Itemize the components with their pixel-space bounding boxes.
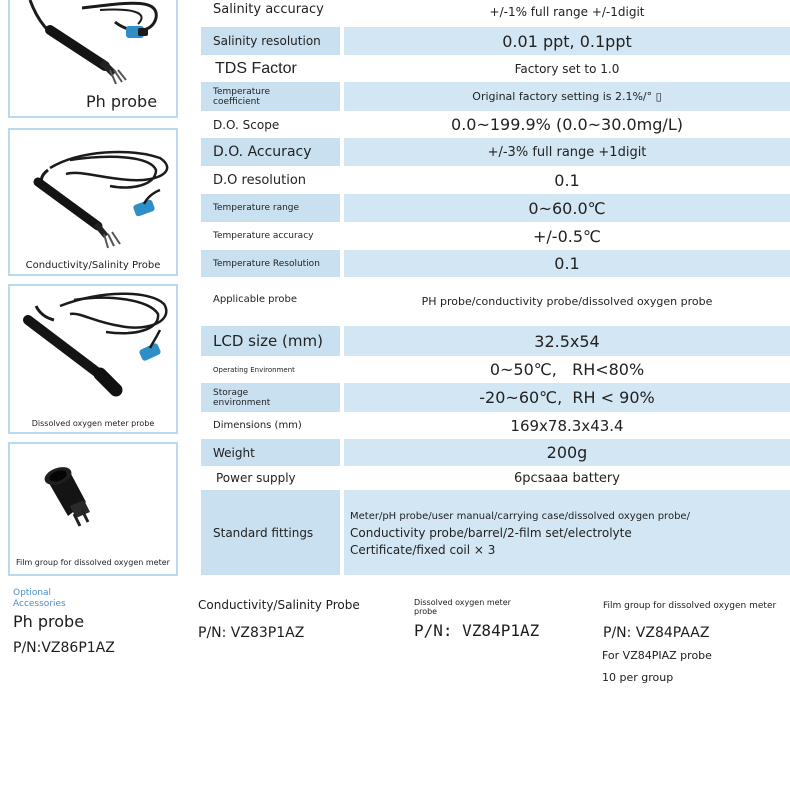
spec-row-applicable-probe <box>201 278 790 325</box>
ph-probe-accessory-name: Ph probe <box>13 612 85 631</box>
spec-value: -20~60℃, RH < 90% <box>344 383 790 412</box>
spec-label: Storage environment <box>201 383 340 412</box>
spec-label: Temperature Resolution <box>201 250 340 277</box>
film-group-note-count: 10 per group <box>602 671 674 684</box>
spec-label: D.O. Accuracy <box>201 138 340 166</box>
spec-row-power-supply <box>201 467 790 489</box>
spec-row-temperature-accuracy <box>201 223 790 249</box>
film-group-caption: Film group for dissolved oxygen meter <box>16 558 170 567</box>
spec-label: Salinity accuracy <box>213 2 324 17</box>
spec-value: PH probe/conductivity probe/dissolved oxygen probe <box>421 295 713 308</box>
spec-value: Original factory setting is 2.1%/° ▯ <box>344 82 790 111</box>
fittings-line-1: Meter/pH probe/user manual/carrying case/dissolved oxygen probe/ <box>350 511 690 522</box>
film-group-accessory-name: Film group for dissolved oxygen meter <box>603 601 777 611</box>
spec-label: Applicable probe <box>213 294 298 305</box>
film-group-part-number: P/N: VZ84PAAZ <box>603 625 710 641</box>
spec-label: Dimensions (mm) <box>213 420 302 431</box>
conductivity-probe-card <box>8 128 178 276</box>
dissolved-oxygen-probe-part-number: P/N: VZ84P1AZ <box>414 621 540 640</box>
film-group-image <box>10 444 178 576</box>
film-group-note-probe: For VZ84PIAZ probe <box>602 649 712 662</box>
spec-label: Weight <box>201 439 340 466</box>
optional-accessories-heading: Optional Accessories <box>13 588 66 609</box>
spec-value: 200g <box>344 439 790 466</box>
spec-label: Standard fittings <box>201 490 340 575</box>
spec-label: D.O resolution <box>213 172 307 188</box>
spec-row-do-resolution <box>201 167 790 193</box>
spec-label: D.O. Scope <box>213 117 280 132</box>
spec-row-temperature-resolution <box>201 250 790 277</box>
spec-row-operating-environment <box>201 357 790 382</box>
fittings-line-3: Certificate/fixed coil × 3 <box>350 543 496 557</box>
fittings-line-2: Conductivity probe/barrel/2-film set/electrolyte <box>350 526 632 540</box>
spec-value: +/-3% full range +1digit <box>344 138 790 166</box>
spec-row-salinity-resolution <box>201 27 790 55</box>
spec-label: Operating Environment <box>213 365 295 374</box>
spec-row-tds-factor <box>201 56 790 81</box>
spec-value: 169x78.3x43.4 <box>510 416 624 435</box>
conductivity-probe-caption: Conductivity/Salinity Probe <box>25 260 161 271</box>
spec-value: Factory set to 1.0 <box>514 61 620 76</box>
ph-probe-caption: Ph probe <box>86 92 158 111</box>
spec-value <box>344 490 790 575</box>
spec-row-temperature-coefficient <box>201 82 790 111</box>
spec-value: 0.1 <box>344 250 790 277</box>
spec-value: 6pcsaaa battery <box>514 470 620 486</box>
spec-value: 0~60.0℃ <box>344 194 790 222</box>
spec-label: Power supply <box>216 471 296 485</box>
spec-value: +/-0.5℃ <box>533 226 601 246</box>
spec-row-dimensions <box>201 413 790 438</box>
dissolved-oxygen-probe-accessory-name: Dissolved oxygen meter probe <box>414 598 511 616</box>
dissolved-oxygen-probe-caption: Dissolved oxygen meter probe <box>31 419 155 428</box>
conductivity-probe-image <box>10 130 178 276</box>
spec-label: Temperature range <box>201 194 340 222</box>
film-group-card <box>8 442 178 576</box>
spec-row-storage-environment <box>201 383 790 412</box>
spec-value: 0.0~199.9% (0.0~30.0mg/L) <box>451 115 683 134</box>
dissolved-oxygen-probe-image <box>10 286 178 434</box>
spec-label: LCD size (mm) <box>201 326 340 356</box>
spec-row-weight <box>201 439 790 466</box>
spec-value: 32.5x54 <box>344 326 790 356</box>
spec-value: 0.1 <box>554 170 580 190</box>
spec-label: Temperature coefficient <box>201 82 340 111</box>
spec-row-temperature-range <box>201 194 790 222</box>
spec-value: +/-1% full range +/-1digit <box>489 5 645 19</box>
dissolved-oxygen-probe-card <box>8 284 178 434</box>
spec-row-do-scope <box>201 112 790 137</box>
spec-label: Salinity resolution <box>201 27 340 55</box>
spec-row-lcd-size <box>201 326 790 356</box>
conductivity-probe-accessory-name: Conductivity/Salinity Probe <box>198 598 360 612</box>
spec-label: Temperature accuracy <box>213 231 314 241</box>
conductivity-probe-part-number: P/N: VZ83P1AZ <box>198 625 305 641</box>
spec-row-do-accuracy <box>201 138 790 166</box>
spec-value: 0~50℃, RH<80% <box>489 360 645 379</box>
spec-value: 0.01 ppt, 0.1ppt <box>344 27 790 55</box>
ph-probe-card <box>8 0 178 118</box>
spec-row-salinity-accuracy <box>201 0 790 24</box>
spec-row-standard-fittings <box>201 490 790 575</box>
spec-label: TDS Factor <box>215 59 297 77</box>
ph-probe-part-number: P/N:VZ86P1AZ <box>13 640 115 656</box>
